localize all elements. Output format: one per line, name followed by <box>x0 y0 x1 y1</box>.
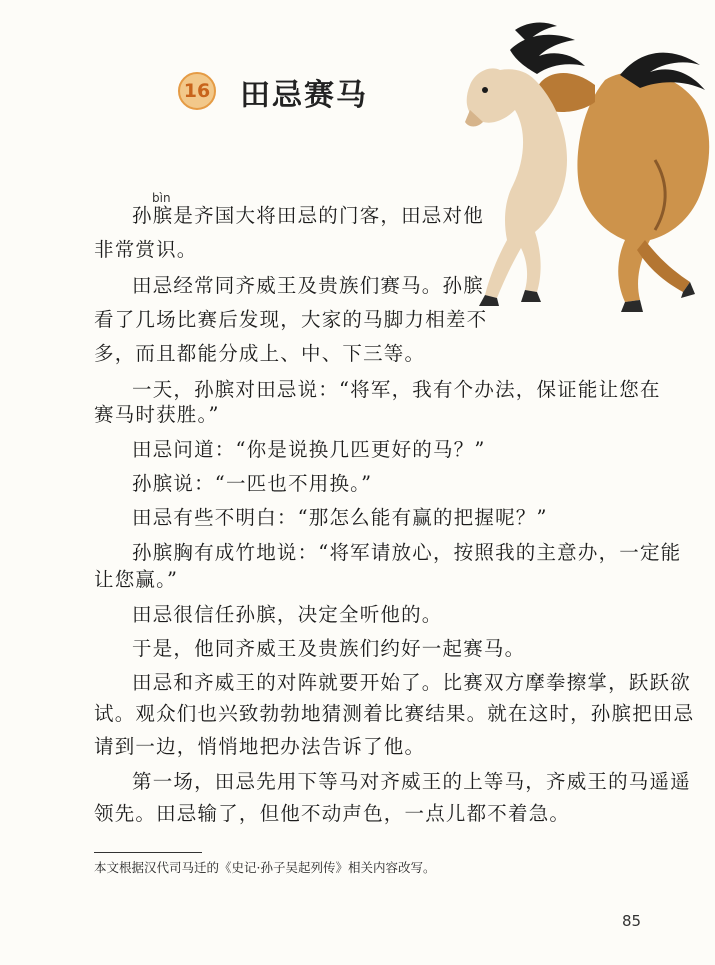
paragraph-10-line-2: 试。观众们也兴致勃勃地猜测着比赛结果。就在这时，孙膑把田忌 <box>94 702 695 725</box>
paragraph-11-line-2: 领先。田忌输了，但他不动声色，一点儿都不着急。 <box>94 802 571 825</box>
paragraph-2-line-1: 田忌经常同齐威王及贵族们赛马。孙膑 <box>132 274 484 297</box>
lesson-number-badge <box>178 72 216 110</box>
paragraph-10-line-1: 田忌和齐威王的对阵就要开始了。比赛双方摩拳擦掌，跃跃欲 <box>132 671 691 694</box>
paragraph-4: 田忌问道：“你是说换几匹更好的马？” <box>132 438 486 461</box>
pinyin-annotation: bìn <box>152 191 171 205</box>
paragraph-7-line-1: 孙膑胸有成竹地说：“将军请放心，按照我的主意办，一定能 <box>132 541 682 564</box>
footnote: 本文根据汉代司马迁的《史记·孙子吴起列传》相关内容改写。 <box>94 860 436 875</box>
paragraph-9: 于是，他同齐威王及贵族们约好一起赛马。 <box>132 637 526 660</box>
paragraph-3-line-1: 一天，孙膑对田忌说：“将军，我有个办法，保证能让您在 <box>132 378 661 401</box>
paragraph-8: 田忌很信任孙膑，决定全听他的。 <box>132 603 443 626</box>
footnote-divider <box>94 852 202 853</box>
paragraph-2-line-2: 看了几场比赛后发现，大家的马脚力相差不 <box>94 308 488 331</box>
paragraph-10-line-3: 请到一边，悄悄地把办法告诉了他。 <box>94 735 426 758</box>
paragraph-3-line-2: 赛马时获胜。” <box>94 403 220 426</box>
lesson-title: 田忌赛马 <box>240 78 368 113</box>
paragraph-5: 孙膑说：“一匹也不用换。” <box>132 472 373 495</box>
paragraph-1-line-2: 非常赏识。 <box>94 238 198 261</box>
paragraph-7-line-2: 让您赢。” <box>94 568 179 591</box>
page-number: 85 <box>622 912 642 930</box>
lesson-number: 16 <box>183 80 211 102</box>
paragraph-6: 田忌有些不明白：“那怎么能有赢的把握呢？” <box>132 506 548 529</box>
paragraph-1-line-1: 孙膑是齐国大将田忌的门客，田忌对他 <box>132 204 484 227</box>
horse-illustration <box>455 10 715 315</box>
paragraph-2-line-3: 多，而且都能分成上、中、下三等。 <box>94 342 426 365</box>
paragraph-11-line-1: 第一场，田忌先用下等马对齐威王的上等马，齐威王的马遥遥 <box>132 770 691 793</box>
